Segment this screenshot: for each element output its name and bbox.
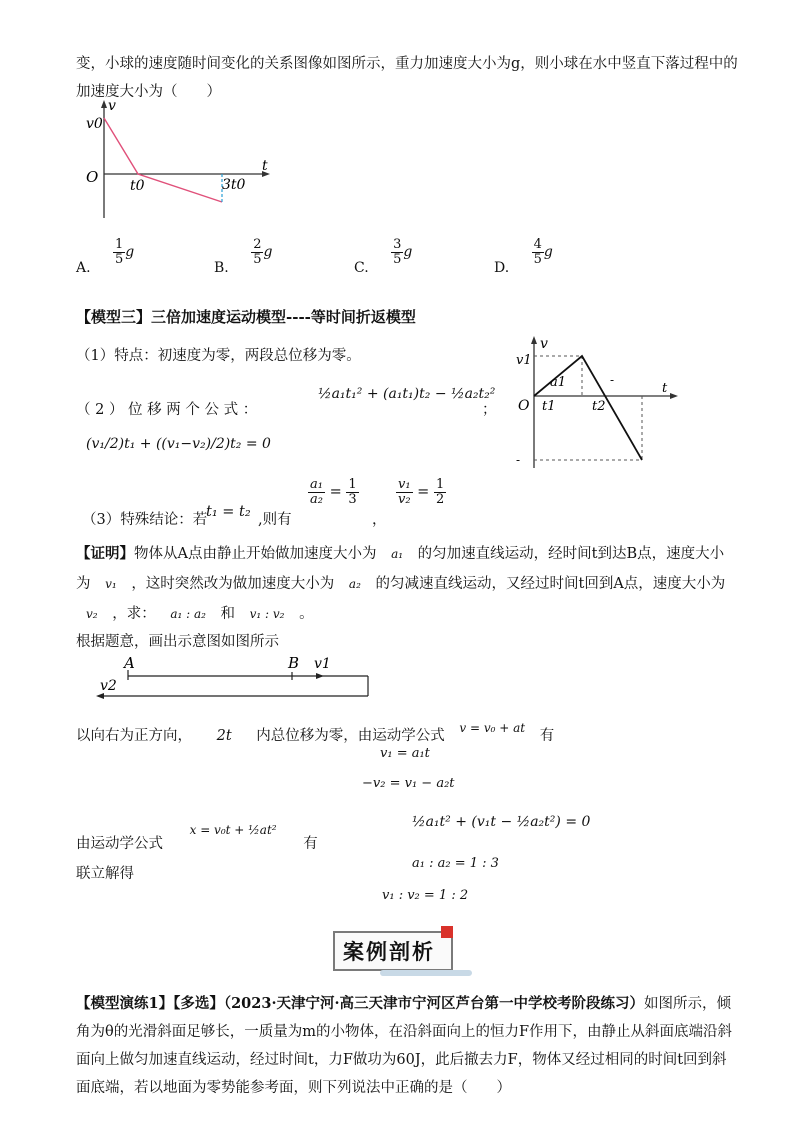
forward-arrow — [316, 673, 324, 679]
t-axis-label: t — [262, 158, 268, 174]
exercise-line-3: 面向上做匀加速直线运动，经过时间t，力F做功为60J，此后撤去力F，物体又经过相同的时间t回到斜 — [76, 1052, 727, 1068]
exercise-line-2: 角为θ的光滑斜面足够长，一质量为m的小物体，在沿斜面向上的恒力F作用下，由静止从斜面底端沿斜 — [76, 1024, 733, 1040]
t0-label: t0 — [130, 178, 145, 194]
option-a-fraction: $\frac{1}{5}$ — [115, 237, 124, 267]
banner-red-corner — [441, 926, 453, 938]
v-axis-label: v — [108, 98, 116, 114]
equation-4: a₁ : a₂ = 1 : 3 — [412, 856, 499, 871]
option-b[interactable]: B. $\frac{2}{5}$ g — [214, 237, 273, 277]
special-then: ,则有 — [258, 512, 292, 528]
derivation-line-2: 由运动学公式 $^{x = v_0t + \frac{1}{2}at^2}$ 有 — [76, 823, 318, 852]
dash-mark: - — [610, 373, 615, 387]
equation-1: v₁ = a₁t — [380, 746, 430, 761]
special-conclusion-label: （3）特殊结论：若 — [82, 512, 208, 528]
v-axis-label: v — [540, 336, 548, 352]
intro-line-1: 变，小球的速度随时间变化的关系图像如图所示，重力加速度大小为g，则小球在水中竖直下落过程中的 — [76, 56, 738, 72]
equation-5: v₁ : v₂ = 1 : 2 — [382, 888, 469, 903]
option-b-fraction: $\frac{2}{5}$ — [253, 237, 262, 267]
intro-line-2: 加速度大小为（ ） — [76, 84, 221, 100]
option-b-letter: B. — [214, 260, 229, 277]
motion-diagram — [92, 650, 382, 702]
option-c-fraction: $\frac{3}{5}$ — [393, 237, 402, 267]
point-a-label: A — [124, 654, 135, 672]
point-b-label: B — [288, 654, 300, 672]
derivation-line-3: 联立解得 — [76, 866, 134, 882]
derivation-line-1: 以向右为正方向， 2t 内总位移为零，由运动学公式 $^{v = v_0 + at}$ 有 — [76, 721, 555, 744]
t-axis-arrow — [670, 393, 678, 399]
banner-title: 案例剖析 — [343, 940, 435, 964]
equation-2: −v₂ = v₁ − a₂t — [362, 776, 455, 791]
3t0-label: 3t0 — [222, 177, 246, 193]
v2-label: v2 — [100, 678, 117, 694]
origin-label: O — [86, 168, 99, 186]
v0-label: v0 — [86, 116, 103, 132]
v-axis-arrow — [531, 336, 537, 344]
origin-label: O — [518, 398, 530, 414]
t2-label: t2 — [592, 399, 606, 414]
proof-line-1: 【证明】物体从A点由静止开始做加速度大小为 a₁ 的匀加速直线运动，经时间t到达B点，速度大小 — [76, 545, 725, 562]
model-3-heading: 【模型三】三倍加速度运动模型----等时间折返模型 — [76, 308, 416, 326]
proof-line-3: v₂ ，求： a₁ : a₂ 和 v₁ : v₂ 。 — [86, 606, 314, 622]
proof-line-4: 根据题意，画出示意图如图所示 — [76, 634, 279, 650]
displacement-formula-1: ½a₁t₁² + (a₁t₁)t₂ − ½a₂t₂² — [318, 386, 496, 402]
velocity-line — [104, 118, 222, 202]
formula-separator: ； — [482, 402, 497, 418]
option-c-letter: C. — [354, 260, 369, 277]
ratio-v1-v2: $\frac{\text{v₁}}{\text{v₂}}$ = $\frac{1}{2}$ — [398, 477, 445, 507]
proof-line-2: 为 v₁ ，这时突然改为做加速度大小为 a₂ 的匀减速直线运动，又经过时间t回到A点，速度大小为 — [76, 576, 726, 592]
displacement-formula-2: (v₁/2)t₁ + ((v₁−v₂)/2)t₂ = 0 — [86, 436, 271, 452]
model-3-feature: （1）特点：初速度为零，两段总位移为零。 — [76, 348, 361, 364]
ratio-a1-a2: $\frac{\text{a₁}}{\text{a₂}}$ = $\frac{1}{3}$ — [310, 477, 357, 507]
v-axis-arrow — [101, 100, 107, 108]
option-d-fraction: $\frac{4}{5}$ — [533, 237, 542, 267]
a1-label: a1 — [550, 375, 567, 390]
option-a-letter: A. — [76, 260, 91, 277]
exercise-line-1: 【模型演练1】【多选】（2023·天津宁河·高三天津市宁河区芦台第一中学校考阶段练习）如图所示，倾 — [76, 995, 732, 1012]
option-a[interactable]: A. $\frac{1}{5}$ g — [76, 237, 135, 277]
velocity-time-graph-2 — [512, 332, 688, 472]
equation-3: ½a₁t² + (v₁t − ½a₂t²) = 0 — [412, 814, 591, 830]
formula-label: （ 2 ） 位 移 两 个 公 式 ： — [76, 402, 258, 418]
option-d-letter: D. — [494, 260, 510, 277]
special-condition: t₁ = t₂ — [206, 504, 251, 520]
negative-mark: - — [516, 453, 521, 467]
banner-wave — [380, 970, 472, 976]
ratio-separator: ， — [372, 512, 387, 528]
v1-label: v1 — [516, 353, 532, 368]
t-axis-label: t — [662, 381, 668, 396]
t1-label: t1 — [542, 399, 556, 414]
option-c[interactable]: C. $\frac{3}{5}$ g — [354, 237, 413, 277]
option-d[interactable]: D. $\frac{4}{5}$ g — [494, 237, 553, 277]
velocity-time-graph-1 — [86, 98, 276, 222]
v1-label: v1 — [314, 656, 331, 672]
exercise-line-4: 面底端，若以地面为零势能参考面，则下列说法中正确的是（ ） — [76, 1080, 511, 1096]
